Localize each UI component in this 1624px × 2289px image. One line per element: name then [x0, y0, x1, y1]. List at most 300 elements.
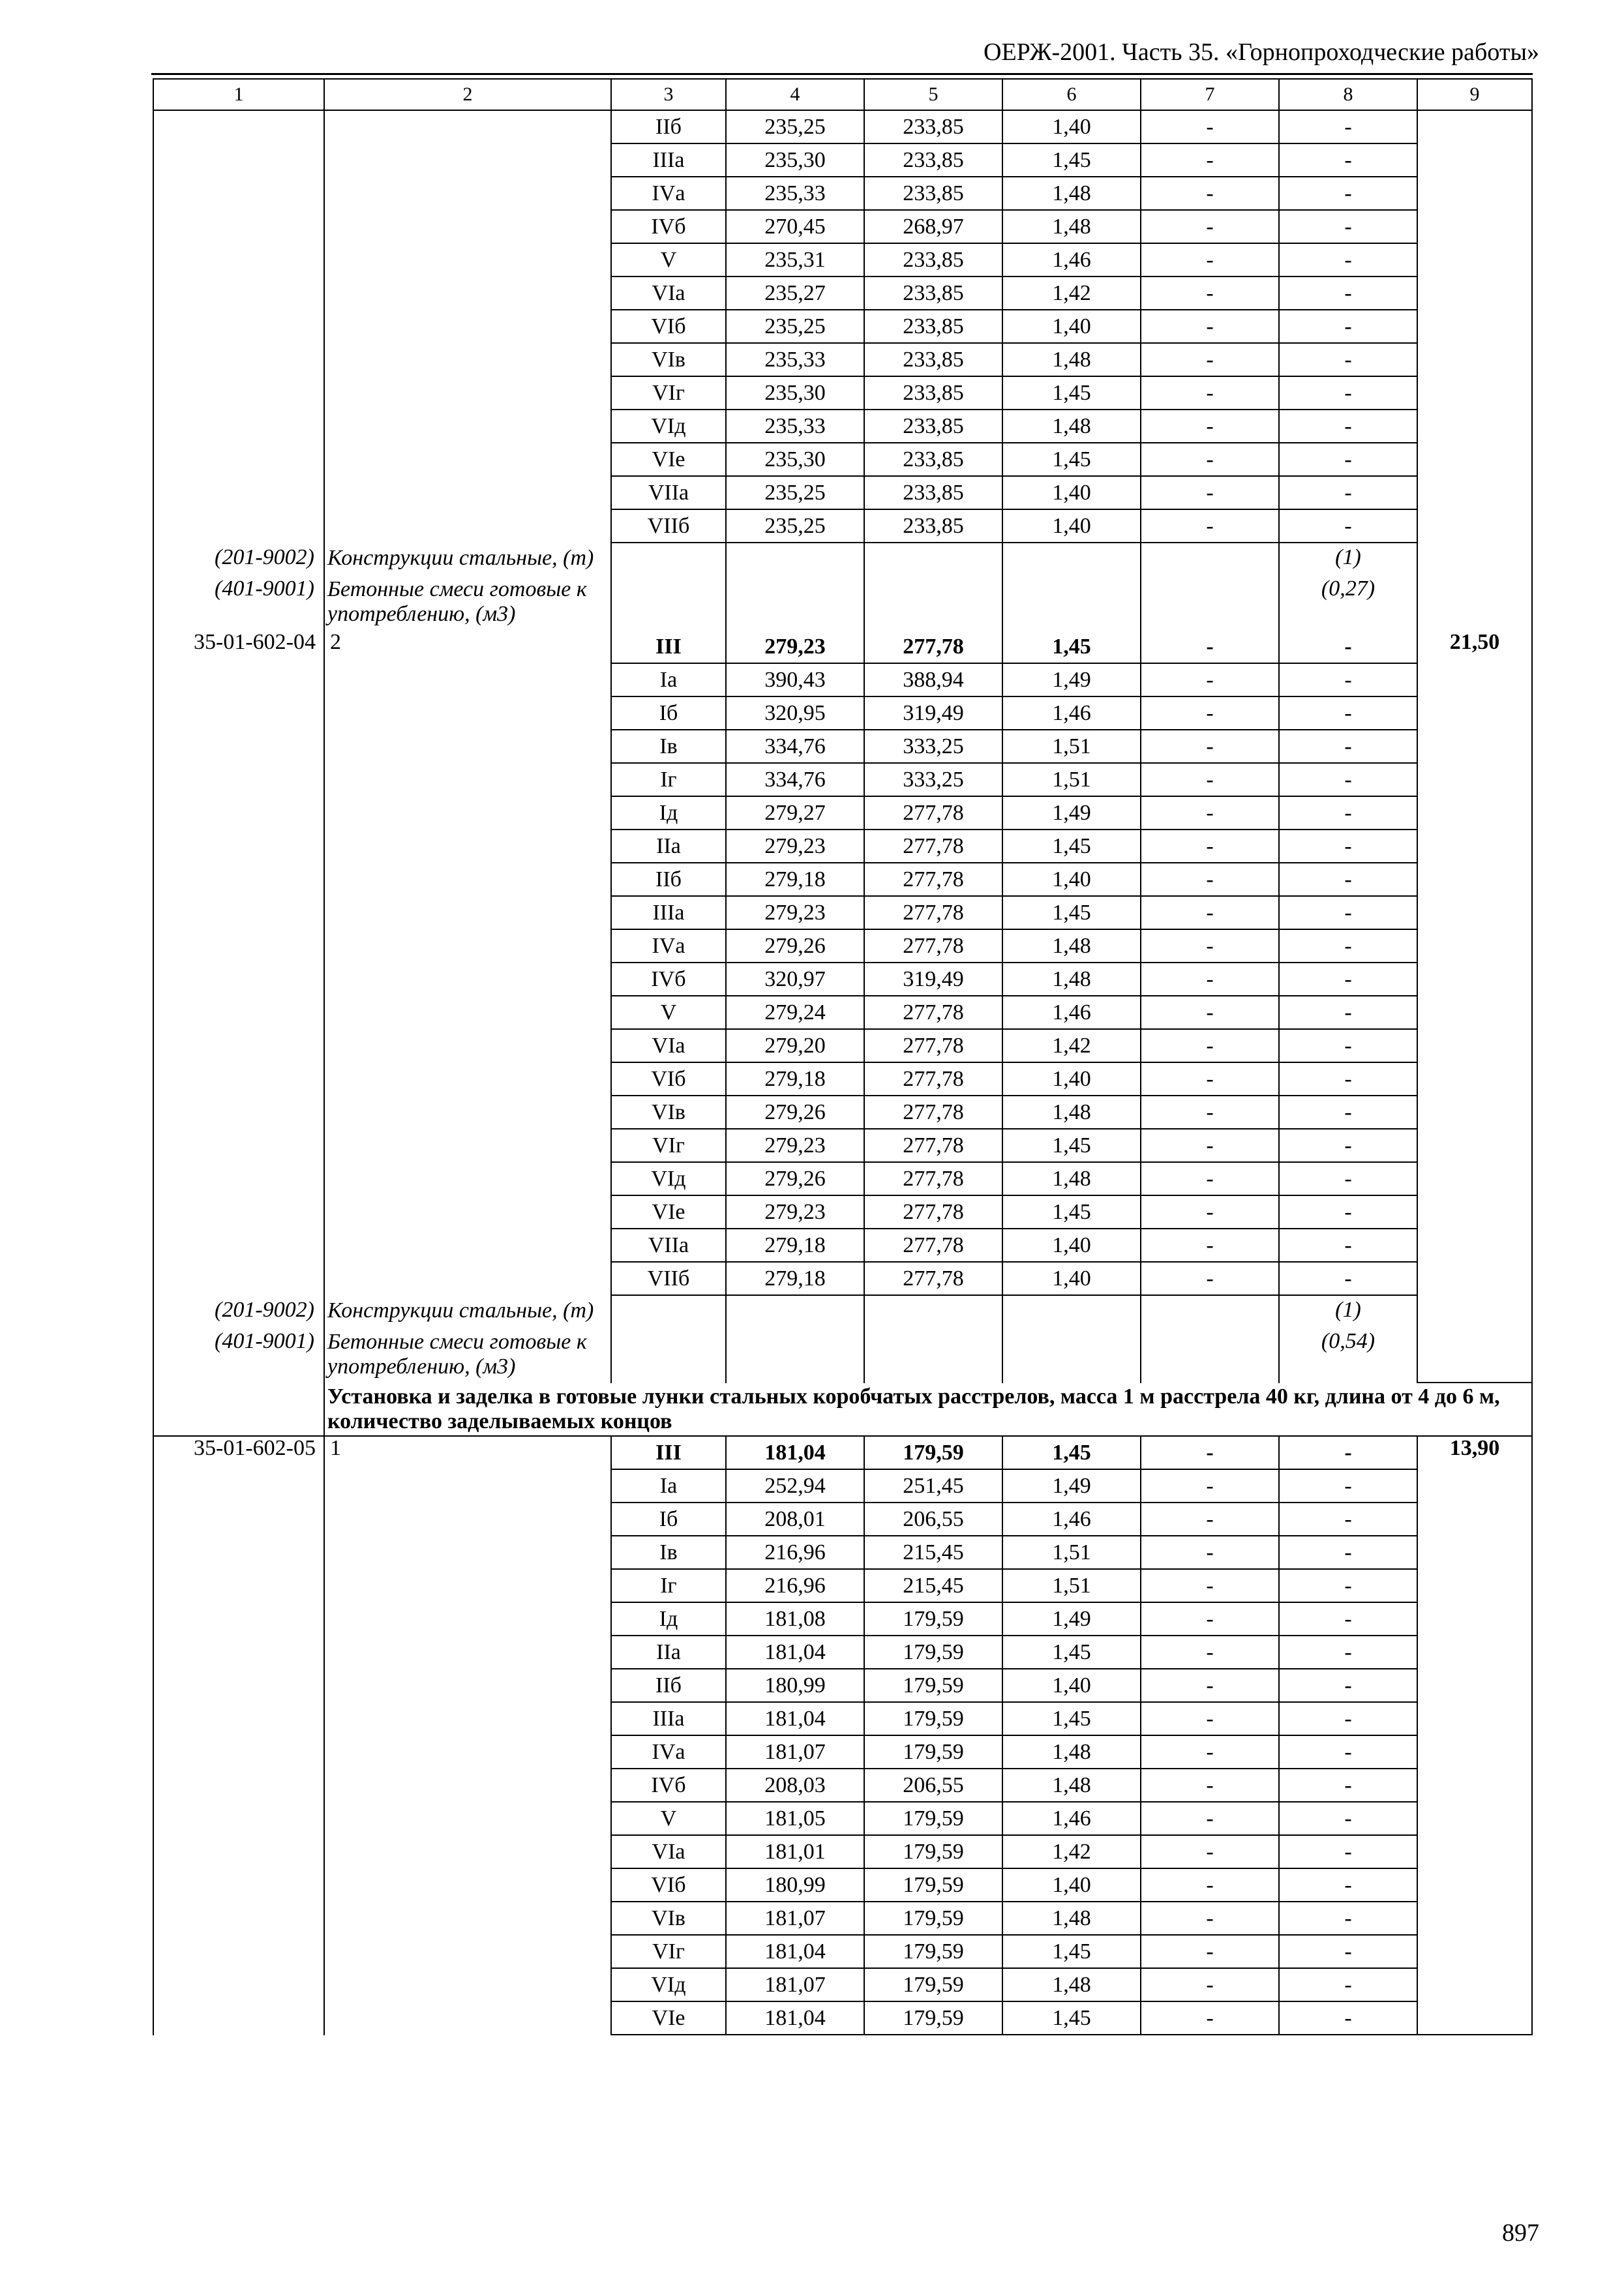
value-cell: 277,78 [864, 1229, 1002, 1262]
value-cell: 1,40 [1002, 476, 1141, 509]
value-cell: 277,78 [864, 1162, 1002, 1195]
value-cell: - [1141, 143, 1279, 177]
value-cell: - [1279, 630, 1417, 663]
value-cell: - [1141, 929, 1279, 963]
resource-value: (1) [1279, 1295, 1417, 1326]
value-cell: 233,85 [864, 376, 1002, 410]
value-cell: 334,76 [726, 730, 864, 763]
value-cell: 206,55 [864, 1503, 1002, 1536]
value-cell: 179,59 [864, 1702, 1002, 1735]
value-cell: 277,78 [864, 1129, 1002, 1162]
value-cell: 277,78 [864, 830, 1002, 863]
column-number: 9 [1417, 79, 1532, 110]
value-cell: 1,48 [1002, 963, 1141, 996]
value-cell: 277,78 [864, 630, 1002, 663]
value-cell: VIIб [611, 509, 726, 543]
value-cell: 181,07 [726, 1735, 864, 1769]
value-cell: 216,96 [726, 1536, 864, 1569]
value-cell: 208,01 [726, 1503, 864, 1536]
value-cell: 1,45 [1002, 376, 1141, 410]
value-cell: Iв [611, 730, 726, 763]
value-cell: - [1279, 796, 1417, 830]
resource-code: (401-9001) [153, 1326, 324, 1383]
value-cell: - [1279, 343, 1417, 376]
column-number: 4 [726, 79, 864, 110]
column-number: 8 [1279, 79, 1417, 110]
value-cell: 1,40 [1002, 310, 1141, 343]
empty-cell [1141, 1295, 1279, 1326]
value-cell: - [1279, 896, 1417, 929]
empty-cell [1141, 574, 1279, 630]
value-cell: - [1279, 376, 1417, 410]
value-cell: - [1279, 177, 1417, 210]
value-cell: 1,46 [1002, 1503, 1141, 1536]
value-cell: 1,40 [1002, 1669, 1141, 1702]
empty-cell [153, 1383, 324, 1436]
value-cell: 179,59 [864, 1902, 1002, 1935]
value-cell: - [1279, 1636, 1417, 1669]
value-cell: Iа [611, 1469, 726, 1503]
norm-description [324, 110, 611, 543]
value-cell: - [1141, 243, 1279, 277]
value-cell: - [1279, 1229, 1417, 1262]
column-number: 1 [153, 79, 324, 110]
resource-row [153, 543, 1532, 574]
value-cell: IIа [611, 830, 726, 863]
value-cell: VIв [611, 1902, 726, 1935]
value-cell: VIб [611, 310, 726, 343]
value-cell: - [1141, 1503, 1279, 1536]
resource-name: Бетонные смеси готовые к употреблению, (м3) [324, 574, 611, 630]
value-cell: 1,48 [1002, 410, 1141, 443]
value-cell: Iб [611, 696, 726, 730]
value-cell: V [611, 996, 726, 1029]
value-cell: 233,85 [864, 277, 1002, 310]
value-cell: 319,49 [864, 696, 1002, 730]
value-cell: 1,40 [1002, 1229, 1141, 1262]
value-cell: VIе [611, 1195, 726, 1229]
value-cell: 179,59 [864, 1436, 1002, 1469]
value-cell: - [1141, 696, 1279, 730]
empty-cell [1002, 1326, 1141, 1383]
value-cell: 1,48 [1002, 1096, 1141, 1129]
empty-cell [1002, 574, 1141, 630]
value-cell: 235,25 [726, 476, 864, 509]
value-cell: - [1279, 476, 1417, 509]
value-cell: 235,33 [726, 343, 864, 376]
value-cell: VIIа [611, 476, 726, 509]
value-cell: VIд [611, 1162, 726, 1195]
empty-cell [611, 1295, 726, 1326]
value-cell: VIб [611, 1868, 726, 1902]
value-cell: - [1279, 1902, 1417, 1935]
value-cell: IIб [611, 110, 726, 143]
resource-name: Бетонные смеси готовые к употреблению, (м3) [324, 1326, 611, 1383]
value-cell: 1,46 [1002, 243, 1141, 277]
value-cell: 1,40 [1002, 863, 1141, 896]
value-cell: - [1279, 1195, 1417, 1229]
empty-cell [726, 1295, 864, 1326]
value-cell: 235,27 [726, 277, 864, 310]
value-cell: - [1141, 476, 1279, 509]
value-cell: IIIа [611, 1702, 726, 1735]
value-cell: V [611, 1802, 726, 1835]
value-cell: - [1141, 1968, 1279, 2001]
value-cell: IVа [611, 929, 726, 963]
value-cell: 279,23 [726, 830, 864, 863]
value-cell: 279,26 [726, 1162, 864, 1195]
value-cell: 279,18 [726, 1062, 864, 1096]
value-cell: 1,45 [1002, 1636, 1141, 1669]
value-cell: 1,48 [1002, 177, 1141, 210]
value-cell: - [1279, 1096, 1417, 1129]
empty-cell [726, 1326, 864, 1383]
value-cell: III [611, 1436, 726, 1469]
table-row [153, 110, 1532, 143]
value-cell: - [1141, 1702, 1279, 1735]
value-cell: 235,30 [726, 443, 864, 476]
value-cell: 279,23 [726, 1129, 864, 1162]
value-cell: 179,59 [864, 1735, 1002, 1769]
value-cell: IIб [611, 1669, 726, 1702]
value-cell: - [1279, 1129, 1417, 1162]
value-cell: 179,59 [864, 1602, 1002, 1636]
resource-row [153, 1295, 1532, 1326]
value-cell: VIе [611, 443, 726, 476]
value-cell: - [1279, 1162, 1417, 1195]
value-cell: - [1141, 410, 1279, 443]
value-cell: 279,18 [726, 1229, 864, 1262]
value-cell: - [1279, 1835, 1417, 1868]
value-cell: - [1141, 2001, 1279, 2035]
norm-coefficient: 1 [324, 1436, 611, 2035]
value-cell: 270,45 [726, 210, 864, 243]
value-cell: - [1279, 1769, 1417, 1802]
value-cell: - [1279, 110, 1417, 143]
value-cell: 233,85 [864, 509, 1002, 543]
value-cell: 279,23 [726, 896, 864, 929]
value-cell: 179,59 [864, 2001, 1002, 2035]
value-cell: III [611, 630, 726, 663]
value-cell: 233,85 [864, 476, 1002, 509]
value-cell: - [1279, 1062, 1417, 1096]
value-cell: - [1141, 443, 1279, 476]
value-cell: - [1279, 996, 1417, 1029]
section-title: Установка и заделка в готовые лунки стальных коробчатых расстрелов, масса 1 м расстрела 40 кг, длина от 4 до 6 м, количество заделываемых концов [324, 1383, 1532, 1436]
value-cell: 277,78 [864, 996, 1002, 1029]
value-cell: - [1141, 1262, 1279, 1295]
value-cell: 233,85 [864, 410, 1002, 443]
value-cell: 1,45 [1002, 896, 1141, 929]
value-cell: 1,46 [1002, 1802, 1141, 1835]
value-cell: - [1141, 1536, 1279, 1569]
value-cell: 1,40 [1002, 509, 1141, 543]
value-cell: IIIа [611, 896, 726, 929]
page-number: 897 [1502, 2219, 1539, 2247]
value-cell: - [1141, 1602, 1279, 1636]
value-cell: VIе [611, 2001, 726, 2035]
value-cell: 179,59 [864, 1802, 1002, 1835]
value-cell: 277,78 [864, 1195, 1002, 1229]
empty-cell [1002, 1295, 1141, 1326]
value-cell: 1,46 [1002, 996, 1141, 1029]
value-cell: VIа [611, 277, 726, 310]
value-cell: - [1141, 863, 1279, 896]
value-cell: - [1141, 1162, 1279, 1195]
header-rule [151, 73, 1533, 75]
value-cell: 1,45 [1002, 2001, 1141, 2035]
value-cell: 1,40 [1002, 1262, 1141, 1295]
value-cell: Iг [611, 763, 726, 796]
value-cell: 208,03 [726, 1769, 864, 1802]
value-cell: 277,78 [864, 929, 1002, 963]
value-cell: 180,99 [726, 1868, 864, 1902]
value-cell: 1,45 [1002, 830, 1141, 863]
value-cell: 1,45 [1002, 630, 1141, 663]
value-cell: Iб [611, 1503, 726, 1536]
value-cell: 1,46 [1002, 696, 1141, 730]
value-cell: - [1141, 830, 1279, 863]
value-cell: 1,42 [1002, 1835, 1141, 1868]
value-cell: VIд [611, 410, 726, 443]
value-cell: 233,85 [864, 110, 1002, 143]
value-cell: - [1279, 1503, 1417, 1536]
value-cell: - [1141, 1935, 1279, 1968]
resource-code: (201-9002) [153, 1295, 324, 1326]
value-cell: 181,04 [726, 1436, 864, 1469]
empty-cell [1141, 1326, 1279, 1383]
value-cell: - [1141, 896, 1279, 929]
value-cell: Iд [611, 796, 726, 830]
value-cell: 277,78 [864, 1096, 1002, 1129]
value-cell: - [1279, 1029, 1417, 1062]
value-cell: - [1141, 1062, 1279, 1096]
value-cell: 233,85 [864, 310, 1002, 343]
section-title-row [153, 1383, 1532, 1436]
empty-cell [864, 543, 1002, 574]
value-cell: - [1141, 1835, 1279, 1868]
value-cell: 1,48 [1002, 1769, 1141, 1802]
table-row [153, 630, 1532, 663]
value-cell: IIа [611, 1636, 726, 1669]
norm-code: 35-01-602-05 [153, 1436, 324, 2035]
value-cell: 1,51 [1002, 763, 1141, 796]
value-cell: 181,05 [726, 1802, 864, 1835]
value-cell: IVа [611, 1735, 726, 1769]
value-cell: VIIа [611, 1229, 726, 1262]
value-cell: - [1141, 763, 1279, 796]
value-cell: 235,31 [726, 243, 864, 277]
value-cell: 1,49 [1002, 796, 1141, 830]
value-cell: 279,20 [726, 1029, 864, 1062]
value-cell: 1,48 [1002, 1902, 1141, 1935]
value-cell: 279,18 [726, 1262, 864, 1295]
value-cell: 181,04 [726, 2001, 864, 2035]
value-cell: 235,33 [726, 177, 864, 210]
value-cell: - [1279, 2001, 1417, 2035]
empty-cell [864, 1326, 1002, 1383]
labor-total-cell: 13,90 [1417, 1436, 1532, 2035]
empty-cell [864, 1295, 1002, 1326]
value-cell: - [1141, 1902, 1279, 1935]
value-cell: 333,25 [864, 763, 1002, 796]
resource-row [153, 1326, 1532, 1383]
value-cell: - [1279, 143, 1417, 177]
value-cell: 179,59 [864, 1835, 1002, 1868]
value-cell: 277,78 [864, 896, 1002, 929]
value-cell: 1,48 [1002, 1735, 1141, 1769]
value-cell: 179,59 [864, 1935, 1002, 1968]
value-cell: - [1141, 630, 1279, 663]
value-cell: - [1279, 243, 1417, 277]
value-cell: 181,04 [726, 1935, 864, 1968]
value-cell: 179,59 [864, 1636, 1002, 1669]
value-cell: 179,59 [864, 1868, 1002, 1902]
value-cell: 1,49 [1002, 663, 1141, 696]
resource-row [153, 574, 1532, 630]
value-cell: 215,45 [864, 1536, 1002, 1569]
value-cell: VIг [611, 1935, 726, 1968]
value-cell: 320,95 [726, 696, 864, 730]
value-cell: - [1279, 763, 1417, 796]
value-cell: 180,99 [726, 1669, 864, 1702]
value-cell: 215,45 [864, 1569, 1002, 1602]
value-cell: 1,45 [1002, 1702, 1141, 1735]
value-cell: - [1141, 1868, 1279, 1902]
value-cell: 233,85 [864, 143, 1002, 177]
value-cell: 181,04 [726, 1636, 864, 1669]
value-cell: 1,45 [1002, 1129, 1141, 1162]
resource-name: Конструкции стальные, (т) [324, 543, 611, 574]
value-cell: 1,51 [1002, 730, 1141, 763]
value-cell: 235,25 [726, 110, 864, 143]
resource-code: (201-9002) [153, 543, 324, 574]
value-cell: IVб [611, 1769, 726, 1802]
value-cell: - [1141, 1469, 1279, 1503]
value-cell: - [1279, 210, 1417, 243]
value-cell: - [1279, 730, 1417, 763]
resource-name: Конструкции стальные, (т) [324, 1295, 611, 1326]
value-cell: Iа [611, 663, 726, 696]
value-cell: 233,85 [864, 243, 1002, 277]
value-cell: - [1279, 1935, 1417, 1968]
value-cell: - [1141, 663, 1279, 696]
value-cell: - [1279, 410, 1417, 443]
value-cell: - [1279, 929, 1417, 963]
value-cell: IIIа [611, 143, 726, 177]
value-cell: IVа [611, 177, 726, 210]
value-cell: 1,40 [1002, 110, 1141, 143]
norm-code [153, 110, 324, 543]
value-cell: - [1141, 1229, 1279, 1262]
value-cell: - [1279, 1262, 1417, 1295]
value-cell: - [1141, 310, 1279, 343]
value-cell: - [1141, 210, 1279, 243]
value-cell: 1,45 [1002, 443, 1141, 476]
value-cell: - [1141, 343, 1279, 376]
value-cell: 1,42 [1002, 277, 1141, 310]
value-cell: 181,08 [726, 1602, 864, 1636]
value-cell: 1,40 [1002, 1868, 1141, 1902]
value-cell: 268,97 [864, 210, 1002, 243]
value-cell: - [1279, 830, 1417, 863]
value-cell: 1,40 [1002, 1062, 1141, 1096]
value-cell: VIг [611, 376, 726, 410]
value-cell: - [1141, 963, 1279, 996]
value-cell: - [1141, 177, 1279, 210]
value-cell: - [1141, 796, 1279, 830]
value-cell: 216,96 [726, 1569, 864, 1602]
page-header-title: ОЕРЖ-2001. Часть 35. «Горнопроходческие работы» [984, 38, 1539, 66]
value-cell: 320,97 [726, 963, 864, 996]
value-cell: 334,76 [726, 763, 864, 796]
value-cell: V [611, 243, 726, 277]
labor-total-cell: 21,50 [1417, 630, 1532, 1383]
value-cell: - [1141, 110, 1279, 143]
value-cell: VIв [611, 1096, 726, 1129]
value-cell: IVб [611, 210, 726, 243]
value-cell: - [1141, 1569, 1279, 1602]
value-cell: - [1141, 1669, 1279, 1702]
value-cell: 279,27 [726, 796, 864, 830]
value-cell: VIг [611, 1129, 726, 1162]
resource-value: (0,27) [1279, 574, 1417, 630]
empty-cell [1141, 543, 1279, 574]
value-cell: - [1141, 1636, 1279, 1669]
value-cell: 1,48 [1002, 210, 1141, 243]
value-cell: 1,48 [1002, 343, 1141, 376]
value-cell: - [1279, 663, 1417, 696]
value-cell: VIд [611, 1968, 726, 2001]
value-cell: 235,30 [726, 376, 864, 410]
value-cell: - [1279, 1569, 1417, 1602]
norm-coefficient: 2 [324, 630, 611, 1295]
column-number: 7 [1141, 79, 1279, 110]
value-cell: - [1141, 1802, 1279, 1835]
value-cell: - [1279, 277, 1417, 310]
empty-cell [1002, 543, 1141, 574]
value-cell: 233,85 [864, 443, 1002, 476]
labor-total-cell [1417, 110, 1532, 630]
value-cell: - [1141, 1735, 1279, 1769]
value-cell: 388,94 [864, 663, 1002, 696]
value-cell: - [1141, 730, 1279, 763]
norm-code: 35-01-602-04 [153, 630, 324, 1295]
value-cell: 181,07 [726, 1968, 864, 2001]
value-cell: 235,30 [726, 143, 864, 177]
value-cell: - [1279, 310, 1417, 343]
value-cell: 251,45 [864, 1469, 1002, 1503]
value-cell: 277,78 [864, 863, 1002, 896]
value-cell: 181,01 [726, 1835, 864, 1868]
value-cell: 1,51 [1002, 1536, 1141, 1569]
column-number-row [153, 79, 1532, 110]
value-cell: 279,18 [726, 863, 864, 896]
value-cell: - [1141, 509, 1279, 543]
value-cell: 390,43 [726, 663, 864, 696]
value-cell: IIб [611, 863, 726, 896]
value-cell: 1,45 [1002, 1935, 1141, 1968]
value-cell: - [1279, 1735, 1417, 1769]
value-cell: 277,78 [864, 1262, 1002, 1295]
value-cell: 1,51 [1002, 1569, 1141, 1602]
value-cell: - [1279, 1602, 1417, 1636]
empty-cell [611, 1326, 726, 1383]
value-cell: - [1279, 1702, 1417, 1735]
value-cell: 279,26 [726, 929, 864, 963]
value-cell: - [1279, 696, 1417, 730]
column-number: 3 [611, 79, 726, 110]
